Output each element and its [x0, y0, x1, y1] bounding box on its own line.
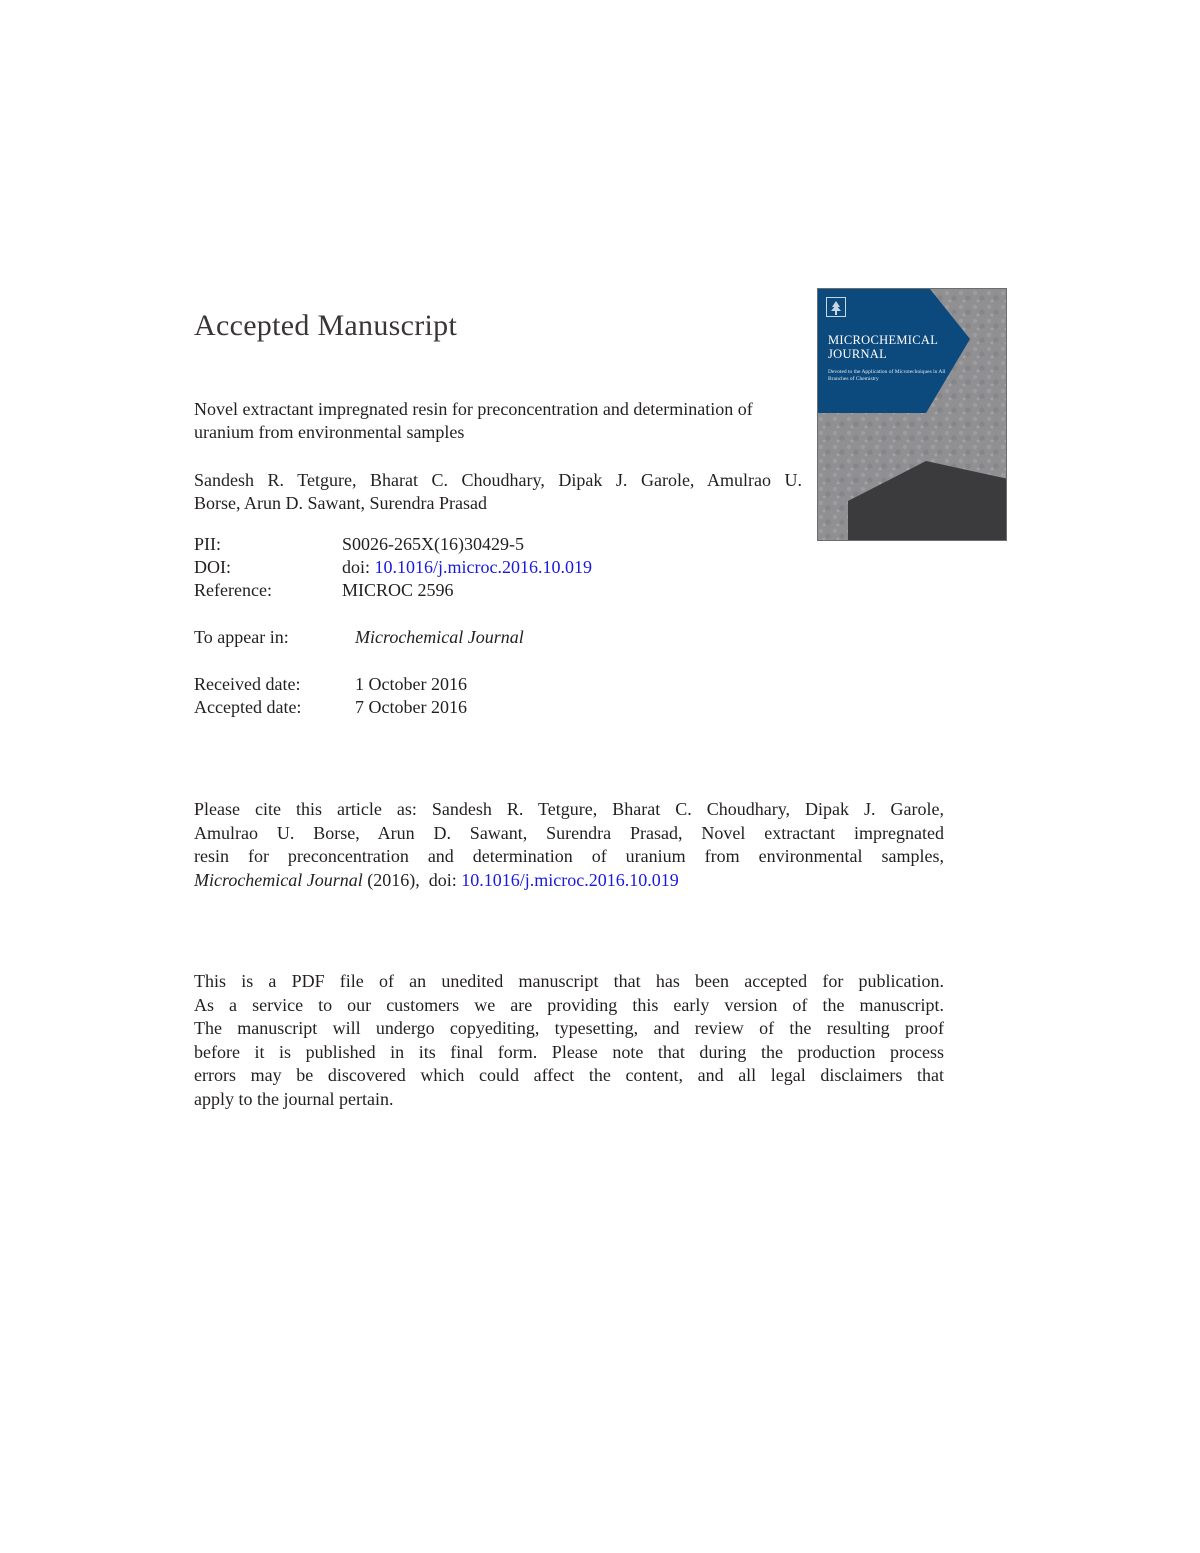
cover-subtitle: Devoted to the Application of Microtechniques in All Branches of Chemistry [828, 369, 946, 382]
cover-title-line: JOURNAL [828, 347, 888, 361]
disclaimer-line: before it is published in its final form. Please note that during the production process [194, 1041, 944, 1062]
citation-line: resin for preconcentration and determination of uranium from environmental samples, [194, 846, 944, 866]
citation-line: Please cite this article as: Sandesh R. Tetgure, Bharat C. Choudhary, Dipak J. Garole, [194, 799, 944, 819]
disclaimer-line: As a service to our customers we are providing this early version of the manuscript. [194, 994, 944, 1015]
reference-label: Reference: [194, 580, 272, 600]
received-label: Received date: [194, 674, 301, 694]
disclaimer-line: This is a PDF file of an unedited manuscript that has been accepted for publication. [194, 971, 944, 991]
page-heading: Accepted Manuscript [194, 309, 458, 342]
appear-in [194, 626, 814, 649]
citation-journal: Microchemical Journal [194, 869, 363, 890]
pii-value: S0026-265X(16)30429-5 [342, 534, 524, 554]
dates [194, 673, 814, 719]
elsevier-logo [826, 297, 846, 317]
citation-line [194, 869, 944, 893]
article-identifiers [194, 533, 814, 602]
journal-cover-image [817, 288, 1007, 541]
authors [194, 469, 802, 515]
cover-title [828, 333, 938, 361]
disclaimer-line: The manuscript will undergo copyediting, typesetting, and review of the resulting proof [194, 1018, 944, 1038]
disclaimer-line: apply to the journal pertain. [194, 1088, 394, 1109]
authors-line: Sandesh R. Tetgure, Bharat C. Choudhary, Dipak J. Garole, Amulrao U. [194, 470, 802, 490]
cover-title-line: MICROCHEMICAL [828, 333, 939, 347]
disclaimer [194, 970, 944, 1111]
doi-prefix: doi: [342, 557, 371, 577]
article-title: Novel extractant impregnated resin for preconcentration and determination of uranium from environmental samples [194, 399, 753, 442]
authors-line: Borse, Arun D. Sawant, Surendra Prasad [194, 493, 487, 513]
doi-label: DOI: [194, 557, 231, 577]
disclaimer-line: errors may be discovered which could affect the content, and all legal disclaimers that [194, 1065, 944, 1085]
citation-notice [194, 798, 944, 892]
received-value: 1 October 2016 [355, 674, 467, 694]
doi-link[interactable]: 10.1016/j.microc.2016.10.019 [374, 557, 592, 577]
journal-name: Microchemical Journal [355, 627, 524, 647]
citation-doi-link[interactable]: 10.1016/j.microc.2016.10.019 [461, 869, 679, 890]
doi-value [342, 556, 592, 579]
reference-value: MICROC 2596 [342, 580, 454, 600]
appear-label: To appear in: [194, 627, 289, 647]
tree-icon [826, 297, 846, 317]
accepted-value: 7 October 2016 [355, 697, 467, 717]
citation-line: Amulrao U. Borse, Arun D. Sawant, Surendra Prasad, Novel extractant impregnated [194, 822, 944, 843]
pii-label: PII: [194, 534, 221, 554]
citation-year-doi: (2016), doi: [362, 869, 462, 890]
cover-artwork [818, 289, 1007, 541]
accepted-label: Accepted date: [194, 697, 302, 717]
